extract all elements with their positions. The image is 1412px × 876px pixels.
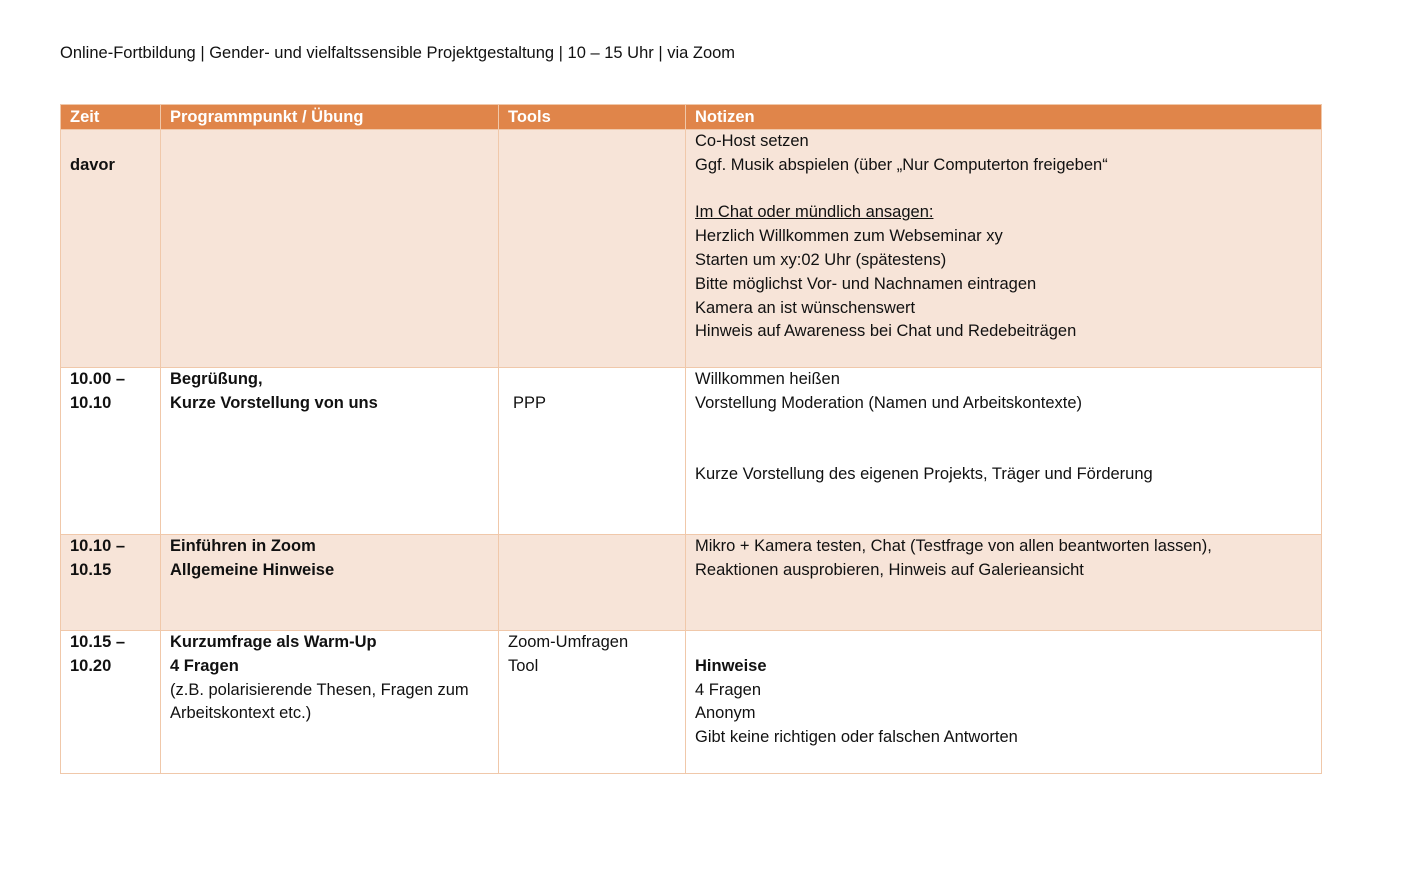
time-line: 10.10 (70, 393, 112, 412)
program-cell (161, 130, 499, 368)
table-header-row (61, 105, 1322, 130)
note-line: Ggf. Musik abspielen (über „Nur Computerton freigeben“ (695, 155, 1108, 174)
note-line (695, 439, 1312, 463)
note-line: Willkommen heißen (695, 370, 840, 388)
program-line: Allgemeine Hinweise (170, 560, 335, 579)
header-tools: Tools (499, 105, 686, 130)
tools-cell (499, 130, 686, 368)
tools-cell (499, 631, 686, 774)
time-line: 10.15 (70, 560, 112, 579)
table-row (61, 631, 1322, 774)
tools-line: PPP (513, 393, 547, 412)
table-row (61, 535, 1322, 631)
tools-cell (499, 535, 686, 631)
program-line: Kurze Vorstellung von uns (170, 393, 378, 412)
note-line: 4 Fragen (695, 680, 762, 699)
program-cell (161, 631, 499, 774)
notes-cell (686, 535, 1322, 631)
header-programmpunkt: Programmpunkt / Übung (161, 105, 499, 130)
note-line (695, 416, 1312, 440)
time-cell (61, 130, 161, 368)
note-line: Vorstellung Moderation (Namen und Arbeitskontexte) (695, 393, 1083, 412)
note-line: Reaktionen ausprobieren, Hinweis auf Galerieansicht (695, 560, 1084, 579)
agenda-table (60, 104, 1322, 774)
note-line: Co-Host setzen (695, 132, 809, 150)
program-cell (161, 368, 499, 535)
program-line: 4 Fragen (170, 656, 239, 675)
tools-line: Tool (508, 656, 539, 675)
note-line (695, 178, 1312, 202)
time-line: 10.00 – (70, 370, 126, 388)
time-line (70, 130, 151, 154)
note-line: Bitte möglichst Vor- und Nachnamen eintragen (695, 274, 1037, 293)
time-line: 10.10 – (70, 537, 126, 555)
note-line: Mikro + Kamera testen, Chat (Testfrage von allen beantworten lassen), (695, 537, 1212, 555)
note-line (695, 631, 1312, 655)
note-line: Gibt keine richtigen oder falschen Antworten (695, 728, 1018, 747)
tools-line (508, 368, 676, 392)
table-row (61, 368, 1322, 535)
time-line: 10.15 – (70, 633, 126, 651)
notes-cell (686, 631, 1322, 774)
time-cell (61, 368, 161, 535)
header-notizen: Notizen (686, 105, 1322, 130)
time-cell (61, 631, 161, 774)
program-line: (z.B. polarisierende Thesen, Fragen zum (170, 680, 469, 699)
time-cell (61, 535, 161, 631)
notes-cell (686, 130, 1322, 368)
time-line: 10.20 (70, 656, 112, 675)
note-line: Kamera an ist wünschenswert (695, 298, 916, 317)
note-subheading: Im Chat oder mündlich ansagen: (695, 203, 934, 222)
program-cell (161, 535, 499, 631)
table-row (61, 130, 1322, 368)
program-line: Kurzumfrage als Warm-Up (170, 633, 377, 651)
program-line: Arbeitskontext etc.) (170, 704, 312, 723)
note-subheading: Hinweise (695, 656, 767, 675)
note-line: Herzlich Willkommen zum Webseminar xy (695, 227, 1003, 246)
note-line: Hinweis auf Awareness bei Chat und Redebeiträgen (695, 322, 1077, 341)
tools-cell (499, 368, 686, 535)
note-line: Kurze Vorstellung des eigenen Projekts, Träger und Förderung (695, 465, 1153, 484)
document-title: Online-Fortbildung | Gender- und vielfaltssensible Projektgestaltung | 10 – 15 Uhr | via Zoom (60, 44, 736, 62)
note-line: Anonym (695, 704, 756, 723)
program-line: Begrüßung, (170, 370, 263, 388)
program-line: Einführen in Zoom (170, 537, 316, 555)
note-line: Starten um xy:02 Uhr (spätestens) (695, 250, 947, 269)
tools-line: Zoom-Umfragen (508, 633, 629, 651)
notes-cell (686, 368, 1322, 535)
time-line: davor (70, 155, 115, 174)
header-zeit: Zeit (61, 105, 161, 130)
